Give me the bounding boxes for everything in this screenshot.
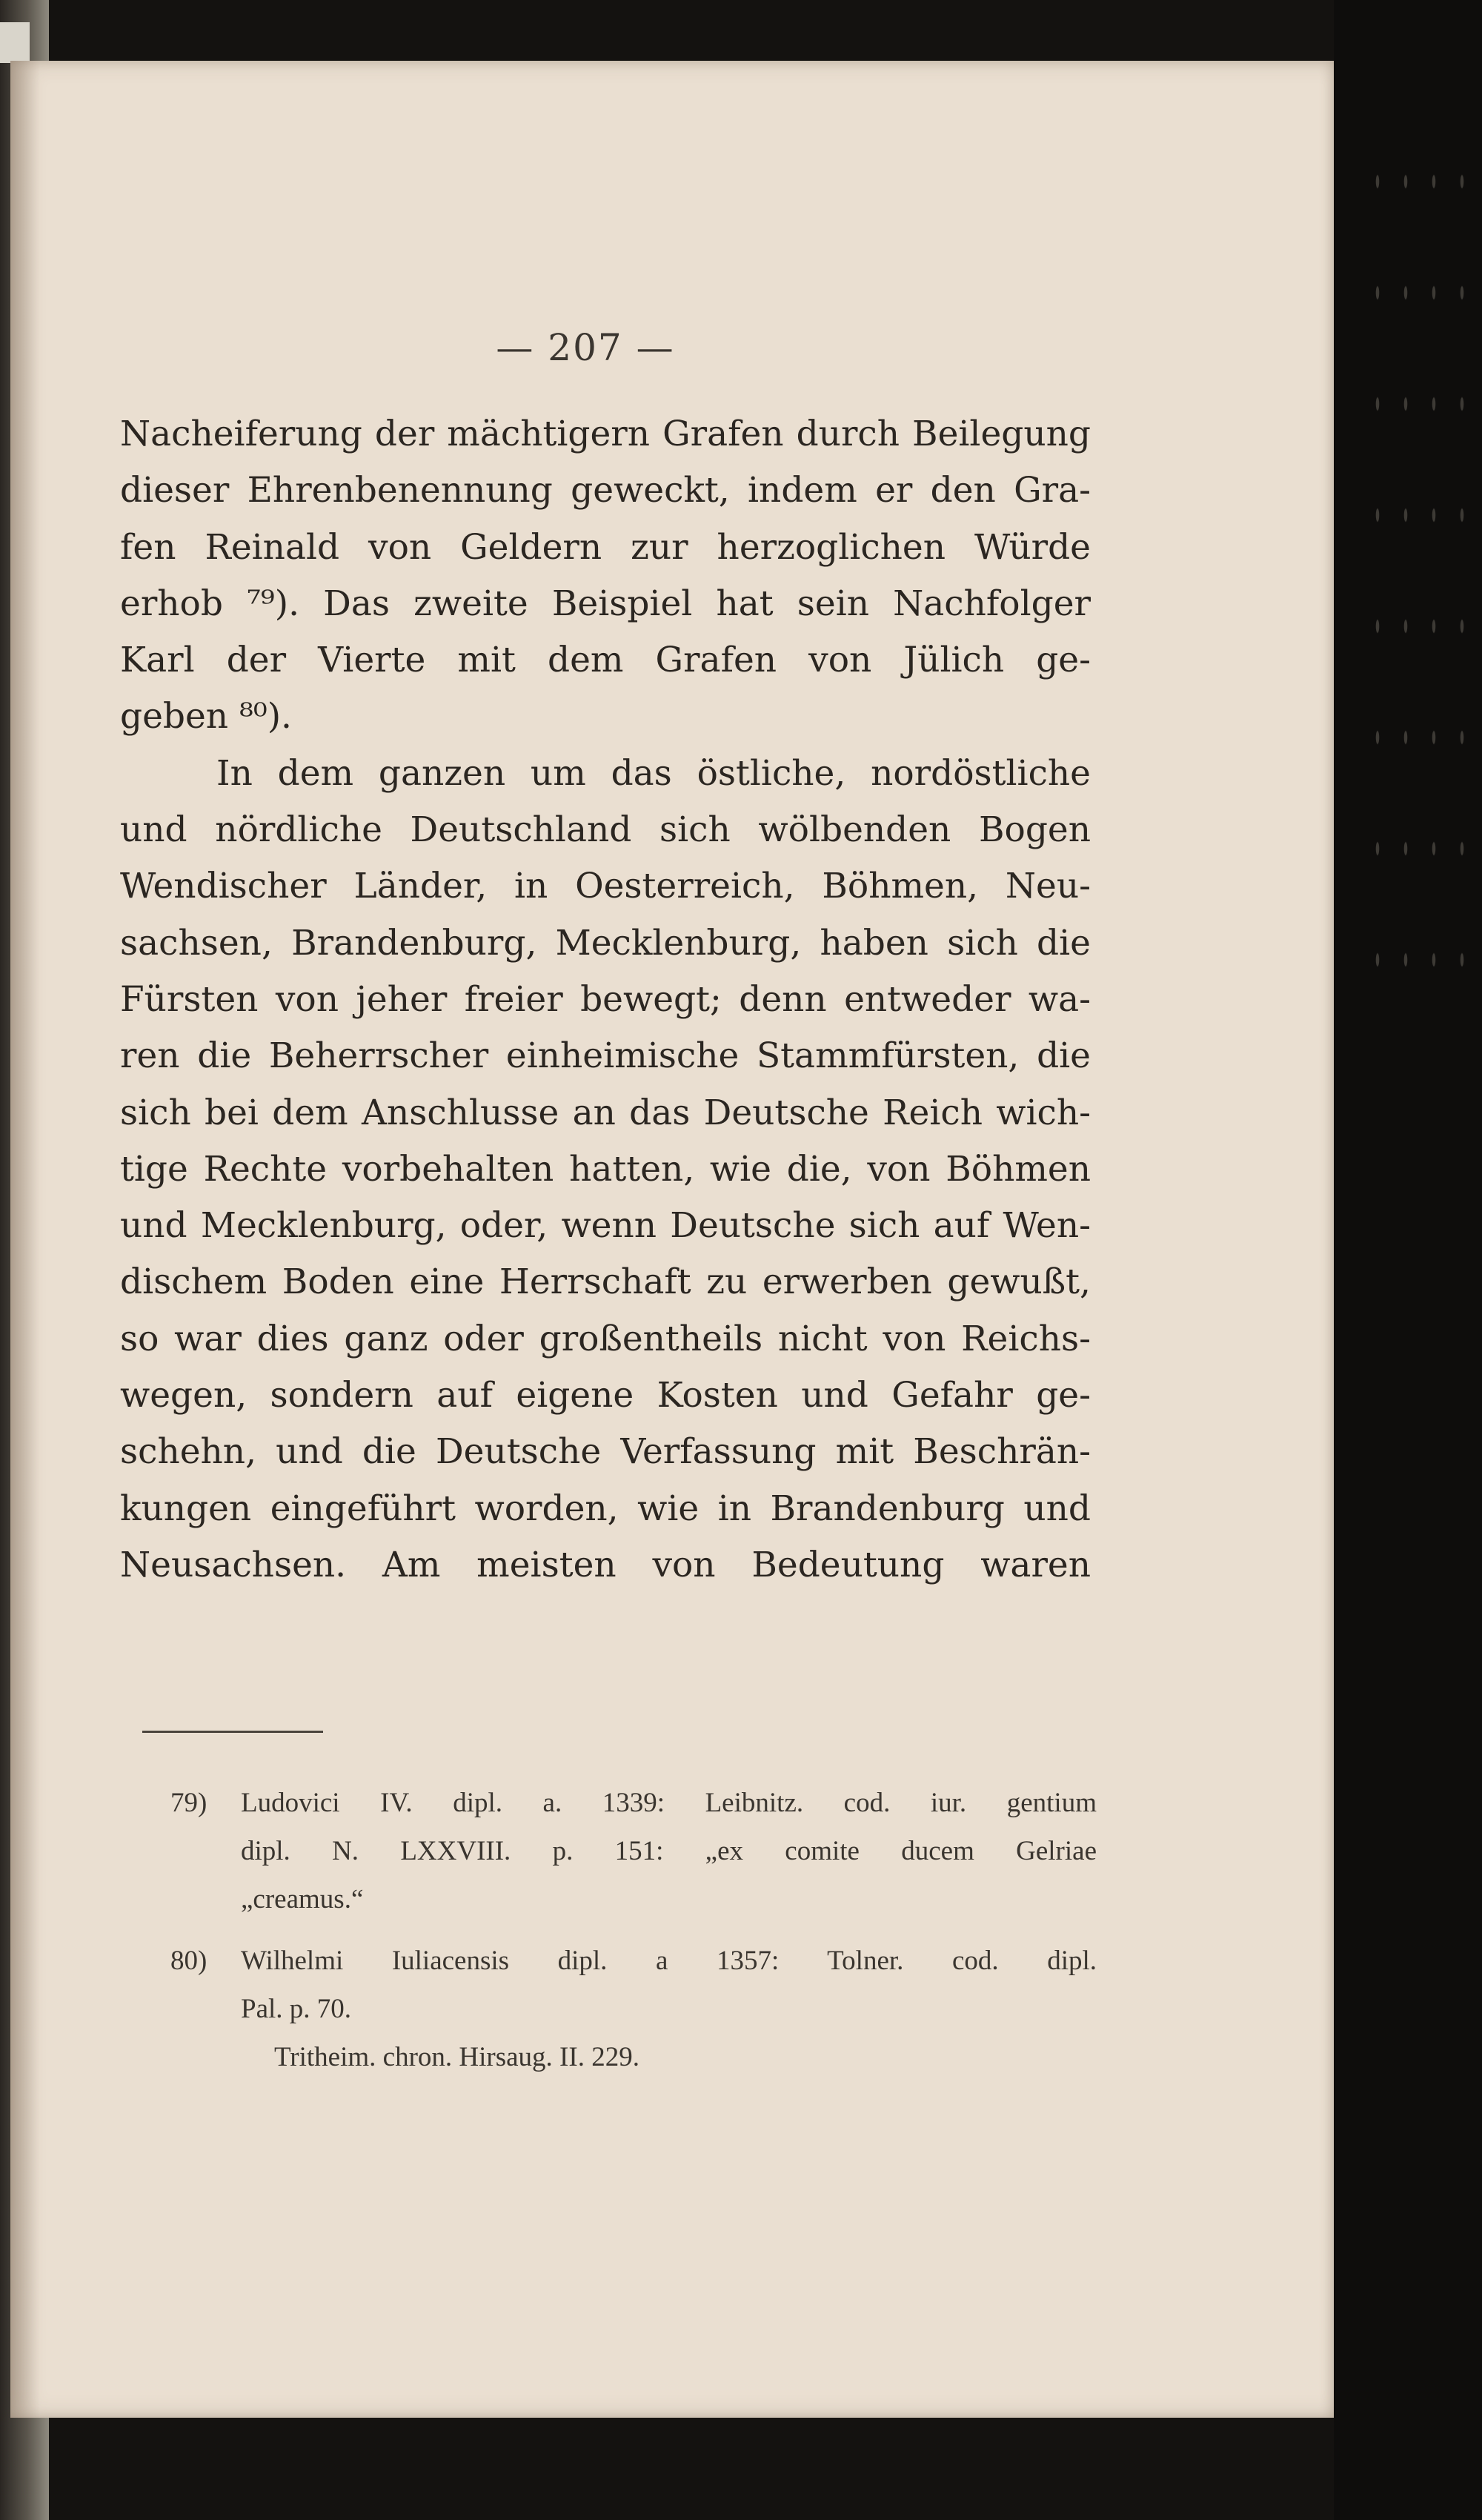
footnote-80-line: Pal. p. 70.: [241, 1994, 352, 2024]
text-line: tige Rechte vorbehalten hatten, wie die, von Böhmen: [120, 1148, 1091, 1190]
text-line: sich bei dem Anschlusse an das Deutsche Reich wich-: [120, 1092, 1091, 1133]
footnote-80-line: [170, 1937, 1097, 1985]
text-line: wegen, sondern auf eigene Kosten und Gefahr ge-: [120, 1375, 1091, 1416]
text-line: Neusachsen. Am meisten von Bedeutung waren: [120, 1544, 1091, 1585]
page-gutter-shadow: [10, 61, 40, 2418]
footnote-79-line: [170, 1779, 1097, 1827]
footnote-80-line: Tritheim. chron. Hirsaug. II. 229.: [274, 2042, 639, 2072]
footnote-text: Wilhelmi Iuliacensis dipl. a 1357: Tolner. cod. dipl.: [241, 1946, 1097, 1976]
footnote-text: Ludovici IV. dipl. a. 1339: Leibnitz. cod. iur. gentium: [241, 1788, 1097, 1818]
text-line: so war dies ganz oder großentheils nicht von Reichs-: [120, 1318, 1091, 1359]
main-text-block: [120, 406, 1091, 1594]
text-line: ren die Beherrscher einheimische Stammfürsten, die: [120, 1035, 1091, 1077]
text-line: schehn, und die Deutsche Verfassung mit Beschrän-: [120, 1431, 1091, 1473]
text-line: dischem Boden eine Herrschaft zu erwerben gewußt,: [120, 1261, 1091, 1303]
text-line: Fürsten von jeher freier bewegt; denn entweder wa-: [120, 978, 1091, 1020]
text-line: und nördliche Deutschland sich wölbenden Bogen: [120, 809, 1091, 851]
text-line: fen Reinald von Geldern zur herzoglichen Würde: [120, 526, 1091, 568]
footnote-79-line: dipl. N. LXXVIII. p. 151: „ex comite ducem Gelriae: [241, 1836, 1097, 1866]
text-line: In dem ganzen um das östliche, nordöstliche: [216, 752, 1091, 794]
background-texture: [1363, 126, 1467, 1015]
text-line: Wendischer Länder, in Oesterreich, Böhmen, Neu-: [120, 866, 1091, 907]
text-line: dieser Ehrenbenennung geweckt, indem er den Gra-: [120, 470, 1091, 511]
book-edge-highlight: [0, 22, 30, 63]
footnotes-block: [170, 1779, 1097, 2081]
text-line: Nacheiferung der mächtigern Grafen durch Beilegung: [120, 414, 1091, 454]
page-number: — 207 —: [496, 326, 675, 369]
footnote-divider: [142, 1731, 323, 1733]
text-line: Karl der Vierte mit dem Grafen von Jülich ge-: [120, 640, 1091, 681]
text-line: sachsen, Brandenburg, Mecklenburg, haben sich die: [120, 922, 1091, 964]
text-line: kungen eingeführt worden, wie in Brandenburg und: [120, 1488, 1091, 1529]
text-line: erhob ⁷⁹). Das zweite Beispiel hat sein Nachfolger: [120, 583, 1091, 624]
footnote-marker: 79): [170, 1788, 207, 1818]
footnote-79-line: „creamus.“: [241, 1884, 364, 1914]
text-line: und Mecklenburg, oder, wenn Deutsche sich auf Wen-: [120, 1205, 1091, 1247]
text-line: geben ⁸⁰).: [120, 696, 292, 737]
footnote-marker: 80): [170, 1946, 207, 1976]
